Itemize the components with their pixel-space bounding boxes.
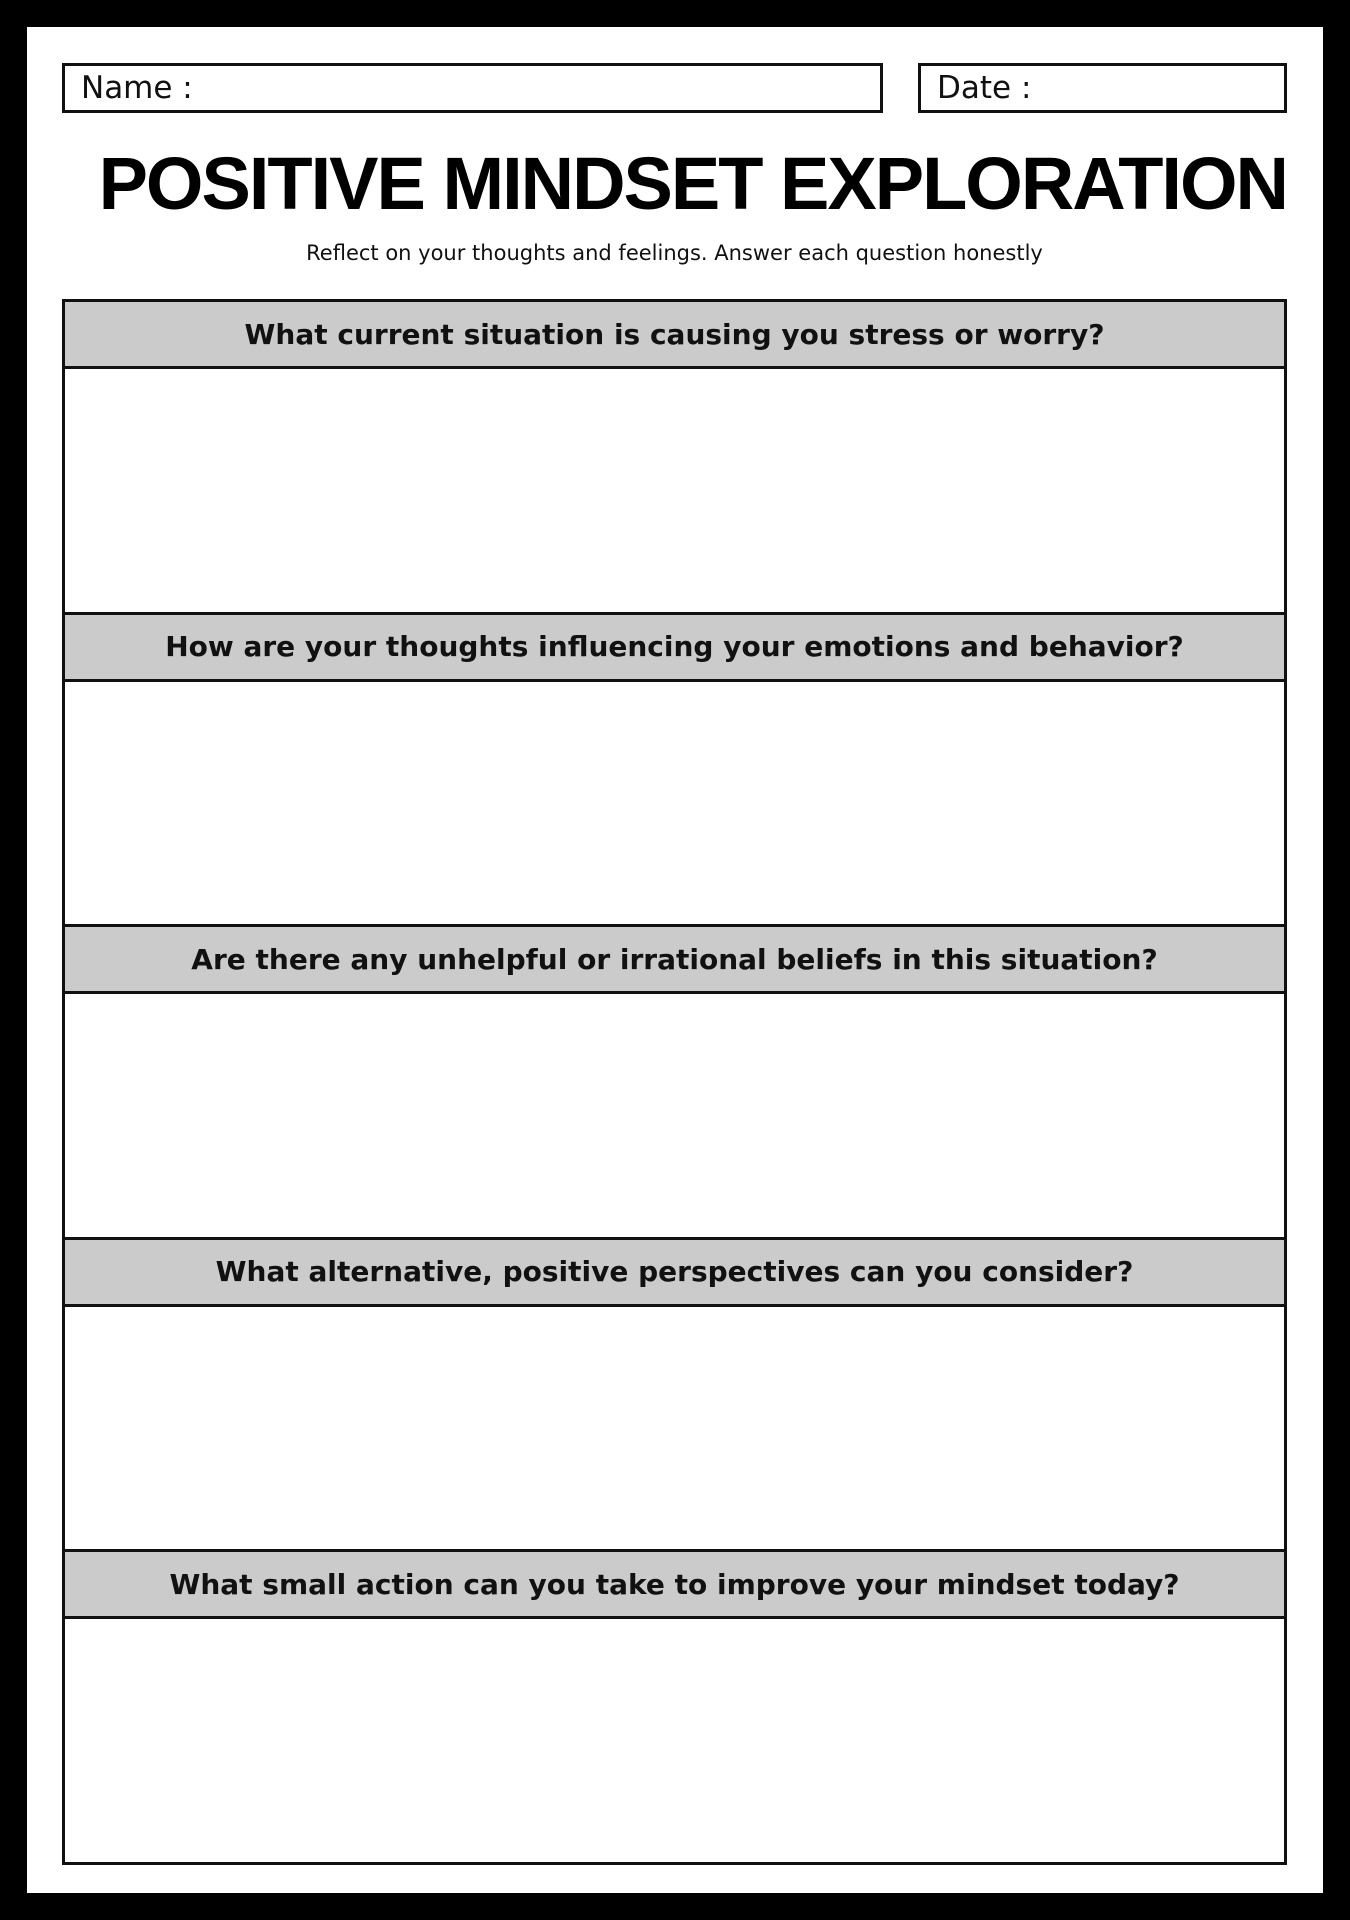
page-subtitle: Reflect on your thoughts and feelings. Answer each question honestly (306, 241, 1043, 265)
page-title: POSITIVE MINDSET EXPLORATION (98, 142, 1287, 225)
answer-area[interactable] (65, 994, 1284, 1237)
date-field[interactable] (918, 63, 1287, 113)
question-section (65, 927, 1284, 1240)
answer-area[interactable] (65, 1307, 1284, 1550)
answer-area[interactable] (65, 1619, 1284, 1862)
question-header: Are there any unhelpful or irrational beliefs in this situation? (65, 927, 1284, 994)
question-header: What alternative, positive perspectives can you consider? (65, 1240, 1284, 1307)
worksheet-page (27, 27, 1323, 1893)
questions-table (62, 299, 1287, 1865)
question-header: How are your thoughts influencing your emotions and behavior? (65, 615, 1284, 682)
question-section (65, 1552, 1284, 1862)
answer-area[interactable] (65, 682, 1284, 925)
name-field[interactable] (62, 63, 883, 113)
date-label: Date : (937, 70, 1032, 106)
question-header: What current situation is causing you stress or worry? (65, 302, 1284, 369)
question-section (65, 1240, 1284, 1553)
question-header: What small action can you take to improve your mindset today? (65, 1552, 1284, 1619)
name-label: Name : (81, 70, 193, 106)
question-section (65, 302, 1284, 615)
question-section (65, 615, 1284, 928)
answer-area[interactable] (65, 369, 1284, 612)
